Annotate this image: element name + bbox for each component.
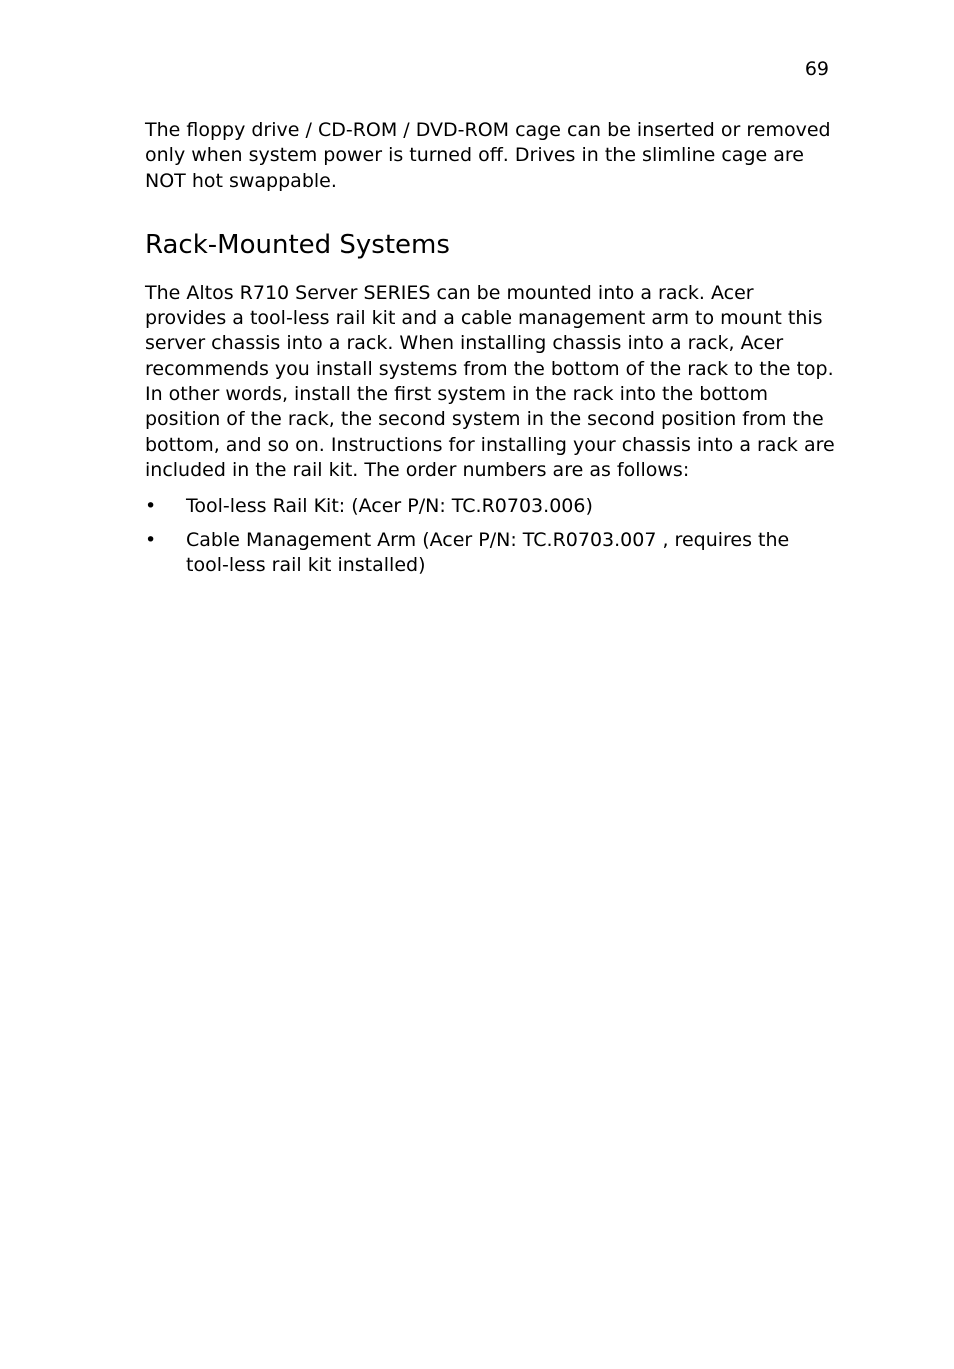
page-number: 69 <box>804 58 829 80</box>
bullet-icon: • <box>145 528 157 551</box>
list-item <box>145 528 835 579</box>
section-heading: Rack-Mounted Systems <box>145 229 450 260</box>
page-content <box>145 118 835 586</box>
intro-paragraph: The floppy drive / CD-ROM / DVD-ROM cage can be inserted or removed only when system power is turned off. Drives in the slimline cage are NOT hot swappable. <box>145 119 831 192</box>
order-number-list <box>145 494 835 578</box>
bullet-icon: • <box>145 495 157 518</box>
list-item-text: Tool-less Rail Kit: (Acer P/N: TC.R0703.006) <box>186 495 593 518</box>
list-item <box>145 494 835 519</box>
section-body-paragraph: The Altos R710 Server SERIES can be mounted into a rack. Acer provides a tool-less rail kit and a cable management arm to mount this server chassis into a rack. When installing chassis into a rack, Acer recommends you install systems from the bottom of the rack to the top. In other words, install the first system in the rack into the bottom position of the rack, the second system in the second position from the bottom, and so on. Instructions for installing your chassis into a rack are included in the rail kit. The order numbers are as follows: <box>145 281 835 481</box>
list-item-text: Cable Management Arm (Acer P/N: TC.R0703.007 , requires the tool-less rail kit installed) <box>186 528 790 576</box>
